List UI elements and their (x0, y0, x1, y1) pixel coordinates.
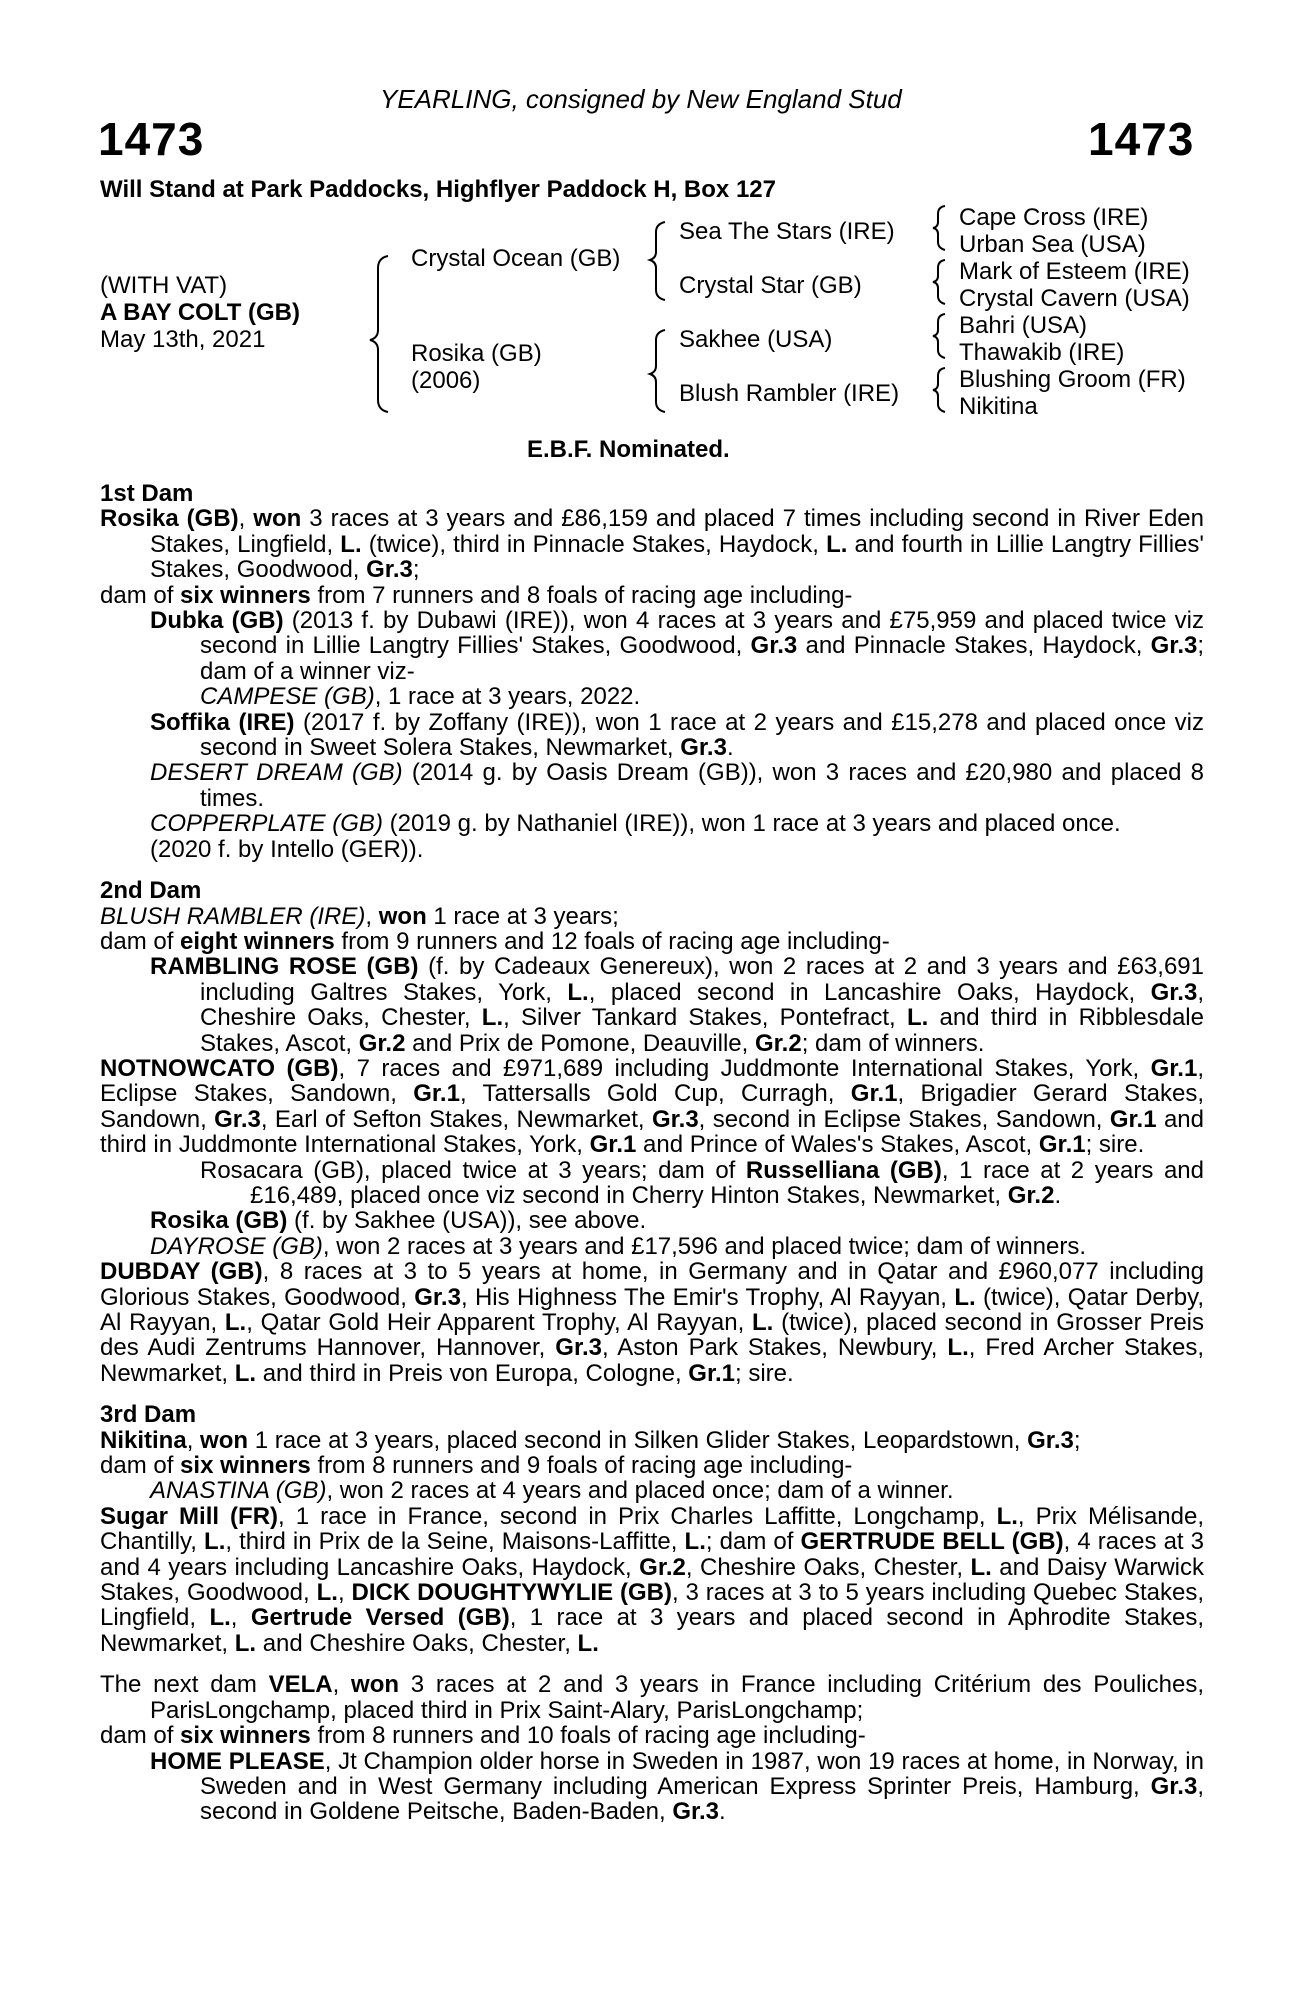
bold-run: Rosika (GB) (100, 505, 239, 533)
text-run: ; (1073, 1426, 1081, 1454)
italic-run: BLUSH RAMBLER (IRE) (100, 902, 366, 930)
bold-run: won (351, 1671, 400, 1699)
text-run: from 9 runners and 12 foals of racing age including- (334, 927, 890, 955)
section-heading: 2nd Dam (100, 877, 202, 905)
bold-run: L. (567, 978, 589, 1006)
pedigree-paragraph (100, 684, 1204, 709)
pedigree-paragraph (100, 608, 1204, 684)
bold-run: Gr.3 (214, 1105, 261, 1133)
bold-run: L. (906, 1004, 929, 1032)
text-run: dam of (100, 1722, 181, 1750)
vat-label: (WITH VAT) (100, 272, 228, 299)
text-run: and Prix de Pomone, Deauville, (405, 1029, 755, 1057)
bold-run: Gr.3 (750, 632, 798, 660)
text-run: and fourth in Lillie Langtry Fillies' Stakes, Goodwood, (150, 530, 1204, 584)
text-run: and Cheshire Oaks, Chester, (256, 1629, 578, 1657)
bold-run: six winners (180, 1722, 311, 1750)
bold-run: RAMBLING ROSE (GB) (150, 953, 419, 981)
text-run: (2019 g. by Nathaniel (IRE)), won 1 race at 3 years and placed once. (382, 810, 1121, 838)
text-run: ; sire. (1085, 1131, 1145, 1159)
bold-run: Gr.2 (754, 1029, 802, 1057)
pedigree-paragraph (100, 1428, 1204, 1453)
text-run: (2017 f. by Zoffany (IRE)), won 1 race at 2 years and £15,278 and placed once viz second in Sweet Solera Stakes, Newmarket, (200, 708, 1204, 762)
bold-run: Gr.2 (358, 1029, 406, 1057)
text-run: , Qatar Gold Heir Apparent Trophy, Al Rayyan, (246, 1309, 753, 1336)
bold-run: HOME PLEASE (150, 1747, 325, 1775)
bold-run: six winners (180, 1452, 311, 1480)
bold-run: DUBDAY (GB) (100, 1258, 263, 1286)
bold-run: Nikitina (100, 1426, 187, 1454)
italic-run: ANASTINA (GB) (150, 1477, 327, 1505)
italic-run: DESERT DREAM (GB) (150, 759, 403, 787)
bold-run: Gr.1 (1109, 1105, 1157, 1133)
section-gap (100, 1656, 1204, 1672)
pedigree-paragraph (100, 1208, 1204, 1233)
text-run: . (1054, 1181, 1062, 1209)
bold-run: Gr.3 (414, 1283, 461, 1311)
text-run: and Pinnacle Stakes, Haydock, (797, 632, 1151, 660)
pedigree-ggp-2: Urban Sea (USA) (959, 231, 1146, 258)
bold-run: won (253, 505, 302, 533)
bold-run: Gr.3 (680, 734, 727, 762)
text-run: ; dam of a winner viz- (200, 632, 1205, 685)
bold-run: Gr.1 (589, 1131, 637, 1159)
pedigree-paragraph (100, 1504, 1204, 1656)
bold-run: Gr.1 (850, 1080, 898, 1108)
text-run: (twice), placed second in Grosser Preis des Audi Zentrums Hannover, Hannover, (100, 1309, 1204, 1362)
bold-run: L. (224, 1309, 247, 1336)
text-run: , won 2 races at 4 years and placed once; dam of a winner. (326, 1477, 954, 1505)
text-run: , Tattersalls Gold Cup, Curragh, (459, 1080, 851, 1108)
pedigree-paragraph (100, 954, 1204, 1056)
text-run: , Jt Champion older horse in Sweden in 1987, won 19 races at home, in Norway, in Sweden and in West Germany including American Express Sprinter Preis, Hamburg, (200, 1747, 1204, 1800)
pedigree-granddam-2: Blush Rambler (IRE) (679, 380, 900, 407)
bold-run: L. (234, 1359, 257, 1387)
text-run: , 8 races at 3 to 5 years at home, in Germany and in Qatar and £960,077 including Glorious Stakes, Goodwood, (100, 1258, 1204, 1311)
section-heading: 3rd Dam (100, 1401, 197, 1429)
bold-run: L. (316, 1579, 338, 1607)
text-run: , 4 races at 3 and 4 years including Lancashire Oaks, Haydock, (100, 1528, 1205, 1581)
pedigree-grandsire-1: Sea The Stars (IRE) (679, 218, 895, 245)
bold-run: L. (947, 1334, 969, 1362)
text-run: , 1 race in France, second in Prix Charles Laffitte, Longchamp, (278, 1502, 997, 1530)
text-run: The next dam (100, 1671, 269, 1699)
bold-run: Gr.2 (1007, 1181, 1055, 1209)
bold-run: Gr.3 (1150, 632, 1198, 660)
pedigree-ggp-7: Blushing Groom (FR) (959, 366, 1186, 393)
text-run: from 8 runners and 9 foals of racing age including- (310, 1452, 853, 1480)
bold-run: GERTRUDE BELL (GB) (800, 1528, 1064, 1556)
bold-run: Gr.1 (413, 1080, 460, 1108)
text-run: , Cheshire Oaks, Chester, (200, 978, 1204, 1032)
section-gap (100, 1386, 1204, 1402)
pedigree-paragraph (100, 929, 1204, 954)
text-run: ; sire. (735, 1359, 794, 1387)
text-run: (f. by Sakhee (USA)), see above. (287, 1207, 647, 1235)
text-run: , (337, 1579, 352, 1607)
text-run: , Fred Archer Stakes, Newmarket, (100, 1334, 1205, 1387)
pedigree-paragraph (100, 837, 1204, 862)
bold-run: L. (204, 1528, 226, 1556)
text-run: , won 2 races at 3 years and £17,596 and placed twice; dam of winners. (322, 1232, 1087, 1260)
pedigree-paragraph (100, 1453, 1204, 1478)
pedigree-grandsire-2: Sakhee (USA) (679, 326, 833, 353)
bold-run: VELA (268, 1671, 333, 1699)
bold-run: Gr.1 (1150, 1054, 1198, 1082)
text-run: , (186, 1426, 201, 1454)
bold-run: Gertrude Versed (GB) (250, 1604, 510, 1632)
text-run: , (365, 902, 379, 930)
text-run: and Prince of Wales's Stakes, Ascot, (636, 1131, 1039, 1159)
text-run: and third in Preis von Europa, Cologne, (256, 1359, 689, 1387)
bold-run: L. (234, 1629, 257, 1657)
text-run: . (726, 734, 734, 762)
bold-run: L. (209, 1604, 231, 1632)
text-run: dam of (100, 927, 181, 955)
pedigree-ggp-1: Cape Cross (IRE) (959, 204, 1149, 231)
bold-run: L. (996, 1502, 1018, 1530)
pedigree-paragraph (100, 506, 1204, 582)
text-run: 1 race at 3 years; (426, 902, 619, 930)
text-run: , (230, 1604, 251, 1632)
text-run: . (719, 1798, 726, 1826)
text-run: , third in Prix de la Seine, Maisons-Laffitte, (225, 1528, 685, 1556)
pedigree-granddam-1: Crystal Star (GB) (679, 272, 862, 299)
lot-number-right: 1473 (1088, 113, 1195, 165)
bold-run: Gr.3 (1027, 1426, 1074, 1454)
text-run: , (332, 1671, 352, 1699)
text-run: , Eclipse Stakes, Sandown, (100, 1054, 1204, 1108)
pedigree-paragraph (100, 760, 1204, 811)
bold-run: Gr.2 (639, 1553, 686, 1581)
text-run: , second in Eclipse Stakes, Sandown, (698, 1105, 1110, 1133)
text-run: , Silver Tankard Stakes, Pontefract, (503, 1004, 907, 1032)
text-run: dam of (100, 1452, 181, 1480)
text-run: ; (412, 556, 420, 584)
bold-run: Gr.3 (366, 556, 413, 584)
text-run: , 1 race at 3 years, 2022. (374, 683, 641, 711)
text-run: , 7 races and £971,689 including Juddmonte International Stakes, York, (338, 1054, 1151, 1082)
text-run: 3 races at 2 and 3 years in France including Critérium des Pouliches, ParisLongchamp, placed third in Prix Saint-Alary, ParisLongchamp; (150, 1671, 1204, 1724)
text-run: ; dam of (705, 1528, 801, 1556)
bold-run: Gr.3 (1150, 978, 1198, 1006)
pedigree-sire: Crystal Ocean (GB) (411, 245, 621, 272)
text-run: dam of (100, 581, 181, 609)
pedigree-paragraph (100, 1749, 1204, 1825)
pedigree-paragraph (100, 1234, 1204, 1259)
text-run: (twice), third in Pinnacle Stakes, Haydock, (361, 530, 827, 558)
text-run: , (238, 505, 254, 533)
pedigree-paragraph (100, 1723, 1204, 1748)
pedigree-ggp-5: Bahri (USA) (959, 312, 1088, 339)
pedigree-paragraph (100, 904, 1204, 929)
text-run: 1 race at 3 years, placed second in Silken Glider Stakes, Leopardstown, (248, 1426, 1028, 1454)
text-run: , Cheshire Oaks, Chester, (685, 1553, 971, 1581)
text-run: , Earl of Sefton Stakes, Newmarket, (260, 1105, 652, 1133)
bold-run: L. (752, 1309, 774, 1336)
bold-run: Gr.3 (651, 1105, 699, 1133)
bold-run: L. (577, 1629, 599, 1657)
text-run: ; dam of winners. (801, 1029, 985, 1057)
text-run: , His Highness The Emir's Trophy, Al Rayyan, (460, 1283, 955, 1311)
text-run: , Aston Park Stakes, Newbury, (602, 1334, 948, 1362)
bold-run: won (378, 902, 427, 930)
italic-run: CAMPESE (GB) (200, 683, 375, 711)
section-gap (100, 862, 1204, 878)
text-run: and third in Juddmonte International Stakes, York, (100, 1105, 1205, 1159)
text-run: (2013 f. by Dubawi (IRE)), won 4 races at 3 years and £75,959 and placed twice viz second in Lillie Langtry Fillies' Stakes, Goodwood, (200, 607, 1205, 660)
text-run: 3 races at 3 years and £86,159 and placed 7 times including second in River Eden Stakes, Lingfield, (150, 505, 1204, 558)
bold-run: L. (340, 530, 362, 558)
bold-run: Rosika (GB) (150, 1207, 288, 1235)
location-line: Will Stand at Park Paddocks, Highflyer Paddock H, Box 127 (100, 176, 776, 203)
pedigree-dam-year: (2006) (411, 367, 481, 394)
text-run: , 3 races at 3 to 5 years including Quebec Stakes, Lingfield, (100, 1579, 1204, 1632)
catalogue-body (100, 481, 1204, 1825)
consignor-line: YEARLING, consigned by New England Stud (380, 84, 902, 114)
text-run: (2020 f. by Intello (GER)). (150, 835, 424, 863)
text-run: (2014 g. by Oasis Dream (GB)), won 3 races and £20,980 and placed 8 times. (200, 759, 1204, 812)
pedigree-paragraph (100, 1056, 1204, 1158)
pedigree-ggp-3: Mark of Esteem (IRE) (959, 258, 1190, 285)
bold-run: L. (826, 530, 848, 558)
italic-run: DAYROSE (GB) (150, 1232, 323, 1260)
pedigree-paragraph (100, 1158, 1204, 1209)
horse-name: A BAY COLT (GB) (100, 299, 301, 326)
bold-run: L. (481, 1004, 504, 1032)
pedigree-ggp-6: Thawakib (IRE) (959, 339, 1125, 366)
bold-run: Gr.3 (1150, 1772, 1198, 1800)
text-run: , 1 race at 3 years and placed second in Aphrodite Stakes, Newmarket, (100, 1604, 1204, 1657)
pedigree-ggp-4: Crystal Cavern (USA) (959, 285, 1190, 312)
text-run: , 1 race at 2 years and £16,489, placed once viz second in Cherry Hinton Stakes, Newmarket, (250, 1156, 1204, 1209)
bold-run: Russelliana (GB) (745, 1156, 942, 1184)
text-run: , Prix Mélisande, Chantilly, (100, 1502, 1205, 1556)
bold-run: Gr.1 (688, 1359, 735, 1387)
text-run: from 8 runners and 10 foals of racing age including- (310, 1722, 866, 1750)
bold-run: L. (954, 1283, 976, 1311)
bold-run: L. (970, 1553, 992, 1581)
bold-run: eight winners (180, 927, 335, 955)
text-run: and third in Ribblesdale Stakes, Ascot, (200, 1004, 1204, 1057)
bold-run: Gr.1 (1038, 1131, 1086, 1159)
italic-run: COPPERPLATE (GB) (150, 810, 383, 838)
bold-run: Sugar Mill (FR) (100, 1502, 279, 1530)
pedigree-paragraph (100, 1672, 1204, 1723)
text-run: and Daisy Warwick Stakes, Goodwood, (100, 1553, 1205, 1607)
pedigree-paragraph (100, 1259, 1204, 1386)
text-run: , placed second in Lancashire Oaks, Haydock, (588, 978, 1151, 1006)
bold-run: L. (684, 1528, 706, 1556)
text-run: , second in Goldene Peitsche, Baden-Baden, (200, 1772, 1204, 1826)
bold-run: Gr.3 (672, 1798, 720, 1826)
text-run: Rosacara (GB), placed twice at 3 years; dam of (200, 1156, 746, 1184)
pedigree-paragraph (100, 710, 1204, 761)
bold-run: Gr.3 (555, 1334, 602, 1362)
pedigree-paragraph (100, 583, 1204, 608)
bold-run: won (200, 1426, 249, 1454)
pedigree-paragraph (100, 811, 1204, 836)
pedigree-paragraph (100, 1478, 1204, 1503)
bold-run: NOTNOWCATO (GB) (100, 1054, 339, 1082)
pedigree-ggp-8: Nikitina (959, 393, 1038, 420)
pedigree-dam: Rosika (GB) (411, 340, 542, 367)
bold-run: Dubka (GB) (150, 607, 284, 635)
text-run: (twice), Qatar Derby, Al Rayyan, (100, 1283, 1205, 1336)
text-run: , Brigadier Gerard Stakes, Sandown, (100, 1080, 1205, 1133)
lot-number-left: 1473 (98, 113, 205, 165)
ebf-nomination: E.B.F. Nominated. (527, 436, 730, 463)
text-run: (f. by Cadeaux Genereux), won 2 races at 2 and 3 years and £63,691 including Galtres Stakes, York, (200, 953, 1204, 1006)
bold-run: Soffika (IRE) (150, 708, 295, 736)
foaling-date: May 13th, 2021 (100, 326, 266, 353)
text-run: from 7 runners and 8 foals of racing age including- (310, 581, 853, 609)
section-heading: 1st Dam (100, 480, 194, 507)
bold-run: DICK DOUGHTYWYLIE (GB) (351, 1579, 672, 1607)
bold-run: six winners (180, 581, 311, 609)
